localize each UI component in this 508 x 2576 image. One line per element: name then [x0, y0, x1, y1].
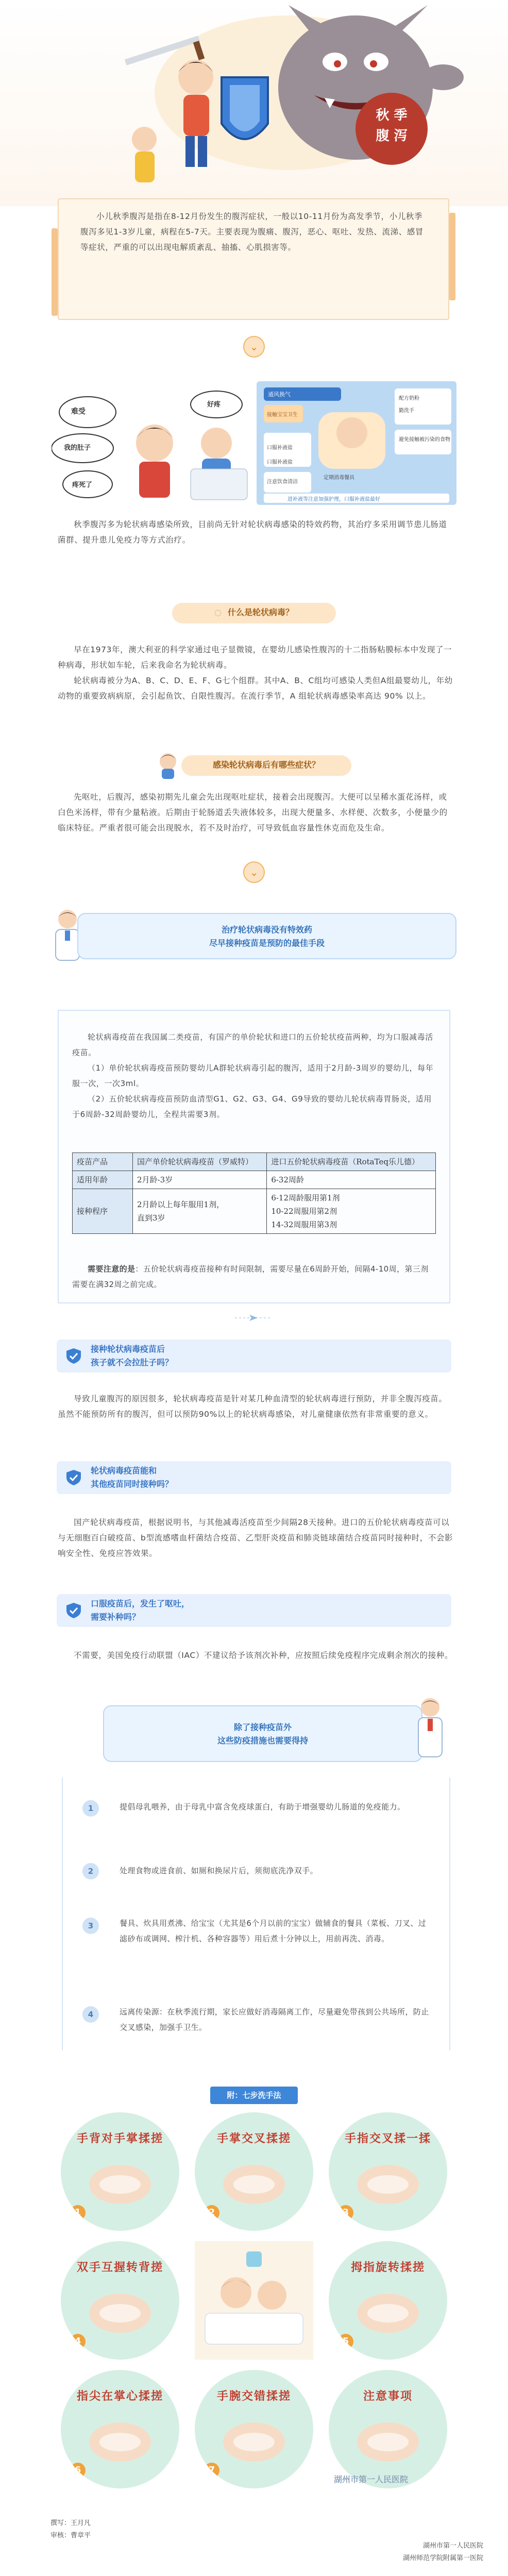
handwash-step-number: 3	[338, 2205, 353, 2221]
intro-card	[58, 198, 449, 320]
handwash-step-card	[61, 2112, 179, 2231]
tip-number: 3	[82, 1918, 99, 1934]
symptoms-label: 感染轮状病毒后有哪些症状？	[212, 760, 320, 770]
poster-label-9: 口服补液盐	[267, 460, 293, 465]
table-row2-label: 接种程序	[73, 1189, 133, 1234]
handwash-step-card	[195, 2370, 313, 2488]
poster-label-4: 配方奶粉	[399, 396, 419, 401]
table-row2-c2-c: 14-32周服用第3剂	[271, 1220, 337, 1229]
hands-icon	[349, 2411, 427, 2473]
hero-title-line1: 秋 季	[376, 108, 408, 123]
vaccine-note-label: 需要注意的是	[88, 1264, 136, 1274]
vaccine-intro	[72, 1029, 436, 1122]
cartoon-label-1: 难受	[71, 408, 86, 416]
credits-org1: 湖州市第一人民医院	[422, 2542, 483, 2550]
q1-body	[58, 1391, 454, 1422]
hands-icon	[215, 2411, 293, 2473]
q1-title-b: 孩子就不会拉肚子吗？	[91, 1358, 174, 1367]
table-row1-c1: 2月龄-3岁	[133, 1171, 267, 1189]
handwash-grid	[56, 2112, 452, 2494]
tip-text: 提倡母乳喂养，由于母乳中富含免疫球蛋白，有助于增强婴幼儿肠道的免疫能力。	[120, 1802, 405, 1811]
credits-org	[403, 2540, 483, 2565]
vaccine-p2: （1）单价轮状病毒疫苗预防婴幼儿A群轮状病毒引起的腹泻，适用于2月龄-3周岁的婴幼儿，每年服一次，一次3ml。	[72, 1063, 434, 1088]
table-row2-c2	[267, 1189, 436, 1234]
tip-number: 1	[82, 1800, 99, 1817]
q3-title-a: 口服疫苗后，发生了呕吐，	[91, 1599, 190, 1608]
care-poster	[257, 381, 456, 505]
handwash-step-title: 手腕交错揉搓	[216, 2390, 291, 2403]
handwash-step-number: 5	[338, 2334, 353, 2349]
no-drug-line2: 尽早接种疫苗是预防的最佳手段	[209, 938, 325, 948]
watermark: 湖州市第一人民医院	[334, 2475, 409, 2484]
what-virus-body	[58, 642, 454, 704]
handwash-step-number: 6	[70, 2463, 86, 2478]
table-row2-c1-a: 2月龄以上每年服用1剂，	[137, 1200, 225, 1209]
table-row	[73, 1171, 436, 1189]
chevron-down-icon: ⌄	[243, 336, 265, 358]
q2-title-a: 轮状病毒疫苗能和	[91, 1466, 157, 1476]
vaccine-table	[72, 1153, 436, 1234]
hands-icon	[349, 2282, 427, 2344]
table-row2-c2-b: 10-22周服用第2剂	[271, 1207, 337, 1216]
poster-label-7: 注意饮食清洁	[267, 479, 298, 485]
sick-kids-illustration	[52, 381, 253, 505]
handwash-step-card	[61, 2370, 179, 2488]
handwash-step-number: 2	[204, 2205, 219, 2221]
handwash-step-title: 拇指旋转揉搓	[350, 2261, 425, 2274]
hands-icon	[81, 2282, 159, 2344]
handwash-step-card	[61, 2241, 179, 2360]
poster-label-3: 口服补液盐	[267, 445, 293, 451]
credits-org2: 湖州师范学院附属第一医院	[402, 2554, 483, 2562]
handwash-step-number: 7	[204, 2463, 219, 2478]
cartoon-label-2: 我的肚子	[64, 444, 91, 452]
q3-body	[58, 1648, 454, 1663]
table-row2-c1-b: 直到3岁	[137, 1213, 165, 1223]
shield-check-icon	[66, 1348, 81, 1364]
table-row1-c2: 6-32周龄	[267, 1171, 436, 1189]
vaccine-p1: 轮状病毒疫苗在我国属二类疫苗，有国产的单价轮状和进口的五价轮状疫苗两种，均为口服减毒活疫苗。	[72, 1032, 433, 1057]
what-virus-label: 什么是轮状病毒？	[227, 607, 294, 617]
kids-washing-art	[195, 2241, 313, 2360]
q3-title-b: 需要补种吗？	[91, 1612, 141, 1622]
what-virus-pill	[172, 603, 336, 623]
tip-text: 餐具、炊具用煮沸、给宝宝（尤其是6个月以前的宝宝）做辅食的餐具（菜板、刀叉、过滤砂布或调网、榨汁机、各种容器等）用后煮十分钟以上，用前再洗、消毒。	[120, 1919, 427, 1943]
poster-label-2: 接触宝宝卫生	[267, 412, 298, 418]
symptoms-body	[58, 789, 454, 836]
tip-number: 2	[82, 1863, 99, 1879]
q2-body	[58, 1515, 454, 1561]
no-drug-line1: 治疗轮状病毒没有特效药	[221, 925, 312, 935]
vaccine-p3: （2）五价轮状病毒疫苗预防血清型G1、G2、G3、G4、G9导致的婴幼儿轮状病毒胃肠炎，适用于6周龄-32周龄婴幼儿，全程共需要3剂。	[72, 1094, 432, 1119]
poster-label-10: 进补液等注意加强护理，口服补液盐最好	[287, 497, 380, 502]
shield-check-icon	[66, 1602, 81, 1619]
prevent-banner	[103, 1705, 422, 1762]
poster-label-8: 定期消毒餐具	[324, 475, 354, 481]
handwash-step-title: 注意事项	[363, 2390, 413, 2403]
q2-title-b: 其他疫苗同时接种吗？	[91, 1479, 174, 1489]
tip-text: 处理食物或进食前、如厕和换尿片后，须彻底洗净双手。	[120, 1866, 318, 1875]
q3-text: 不需要，美国免疫行动联盟（IAC）不建议给予该剂次补种，应按照后续免疫程序完成剩余剂次的接种。	[74, 1651, 453, 1660]
vaccine-note	[72, 1261, 436, 1292]
hero-illustration	[0, 0, 508, 206]
hands-icon	[81, 2411, 159, 2473]
poster-label-5: 勤洗手	[399, 408, 414, 414]
tip-number: 4	[82, 2006, 99, 2023]
table-row2-c2-a: 6-12周龄服用第1剂	[271, 1193, 340, 1202]
chevron-down-icon-2: ⌄	[243, 861, 265, 883]
q1-text: 导致儿童腹泻的原因很多，轮状病毒疫苗是针对某几种血清型的轮状病毒进行预防，并非全腹泻疫苗。虽然不能预防所有的腹泻，但可以预防90%以上的轮状病毒感染，对儿童健康依然有非常重要的意义。	[58, 1394, 447, 1419]
section-intro	[58, 517, 454, 548]
tip-text: 远离传染源：在秋季流行期，家长应做好消毒隔离工作，尽量避免带孩到公共场所，防止交叉感染，加强手卫生。	[120, 2007, 429, 2032]
handwash-step-title: 手背对手掌揉搓	[76, 2132, 163, 2145]
plane-divider-icon	[232, 1313, 273, 1323]
handwash-step-card	[329, 2370, 447, 2488]
symptoms-pill	[181, 755, 351, 776]
table-row	[73, 1189, 436, 1234]
hero-title-line2: 腹 泻	[376, 128, 408, 144]
credits-authors	[50, 2517, 91, 2542]
handwash-step-card	[329, 2241, 447, 2360]
handwash-step-title: 双手互握转背搓	[76, 2261, 163, 2274]
poster-label-6: 避免接触被污染的食物	[399, 437, 450, 443]
what-virus-p1: 早在1973年，澳大利亚的科学家通过电子显微镜，在婴幼儿感染性腹泻的十二指肠粘膜标本中发现了一种病毒，形状如车轮，后来我命名为轮状病毒。	[58, 645, 452, 670]
hero-art	[0, 0, 508, 206]
handwash-step-card	[195, 2112, 313, 2231]
prevent-line1: 除了接种疫苗外	[233, 1722, 292, 1732]
handwash-step-number: 4	[70, 2334, 86, 2349]
table-row1-label: 适用年龄	[73, 1171, 133, 1189]
table-header-label: 疫苗产品	[73, 1153, 133, 1171]
hands-icon	[81, 2154, 159, 2215]
credits-writer: 撰写：王月凡	[50, 2519, 91, 2527]
q1-banner	[57, 1340, 451, 1372]
handwash-step-card	[329, 2112, 447, 2231]
table-header-col2: 进口五价轮状病毒疫苗（RotaTeq乐儿德）	[267, 1153, 436, 1171]
section-intro-text: 秋季腹泻多为轮状病毒感染所致，目前尚无针对轮状病毒感染的特效药物，其治疗多采用调节患儿肠道菌群、提升患儿免疫力等方式治疗。	[58, 520, 447, 545]
handwash-label: 附：七步洗手法	[210, 2087, 298, 2104]
shield-check-icon	[66, 1469, 81, 1486]
what-virus-p2: 轮状病毒被分为A、B、C、D、E、F、G七个组群。其中A、B、C组均可感染人类但A组最婴幼儿，年幼动物的重要致病病原，会引起鱼饮、自限性腹泻。在流行季节，A 组轮状病毒感染率高达 90% 以上。	[58, 676, 453, 701]
kids-washing-illustration	[195, 2241, 313, 2360]
kid-avatar-icon	[155, 750, 181, 779]
table-row	[73, 1153, 436, 1171]
cartoon-label-4: 好疼	[207, 401, 221, 409]
q2-text: 国产轮状病毒疫苗，根据说明书，与其他减毒活疫苗至少间隔28天接种。进口的五价轮状病毒疫苗可以与无细胞百白破疫苗、b型流感嗜血杆菌结合疫苗、乙型肝炎疫苗和肺炎链球菌结合疫苗同时接种时，不会影响安全性、免疫应答效果。	[58, 1518, 453, 1558]
symptoms-text: 先呕吐，后腹泻，感染初期先儿童会先出现呕吐症状，接着会出现腹泻。大便可以呈稀水蛋花汤样，或白色米汤样，带有少量粘液。后期由于轮肠道丢失液体较多，出现大便量多、水样便、次数多，小便量少的临床特征。严重者很可能会出现脱水，若不及时治疗，可导致低血容量性休克而危及生命。	[58, 792, 448, 833]
table-row2-c1	[133, 1189, 267, 1234]
q1-title-a: 接种轮状病毒疫苗后	[91, 1344, 165, 1354]
intro-text: 小儿秋季腹泻是指在8-12月份发生的腹泻症状，一般以10-11月份为高发季节，小儿秋季腹泻多见1-3岁儿童，病程在5-7天。主要表现为腹痛、腹泻，恶心、呕吐、发热、流涕、感冒等症状，严重的可以出现电解质紊乱、抽搐、心肌损害等。	[80, 212, 424, 252]
no-drug-banner	[77, 913, 456, 959]
handwash-step-title: 指尖在掌心揉搓	[76, 2390, 163, 2403]
handwash-step-number: 1	[70, 2205, 86, 2221]
poster-label-1: 通风换气	[268, 391, 291, 398]
hands-icon	[349, 2154, 427, 2215]
table-header-col1: 国产单价轮状病毒疫苗（罗威特）	[133, 1153, 267, 1171]
prevent-line2: 这些防疫措施也需要得持	[217, 1736, 308, 1745]
vaccine-note-text: ：五价轮状病毒疫苗接种有时间限制，需要尽量在6周龄开始，间隔4-10周，第三剂需要在满32周之前完成。	[72, 1264, 429, 1289]
credits-reviewer: 审核：曹章平	[50, 2532, 91, 2539]
q3-banner	[57, 1594, 451, 1627]
loading-spinner-icon: ◌	[214, 607, 222, 617]
doctor-illustration-2	[412, 1695, 448, 1762]
handwash-step-title: 手指交叉揉一揉	[344, 2132, 431, 2145]
hands-icon	[215, 2154, 293, 2215]
cartoon-label-3: 疼死了	[72, 481, 93, 489]
q2-banner	[57, 1461, 451, 1494]
handwash-step-title: 手掌交叉揉搓	[216, 2132, 291, 2145]
